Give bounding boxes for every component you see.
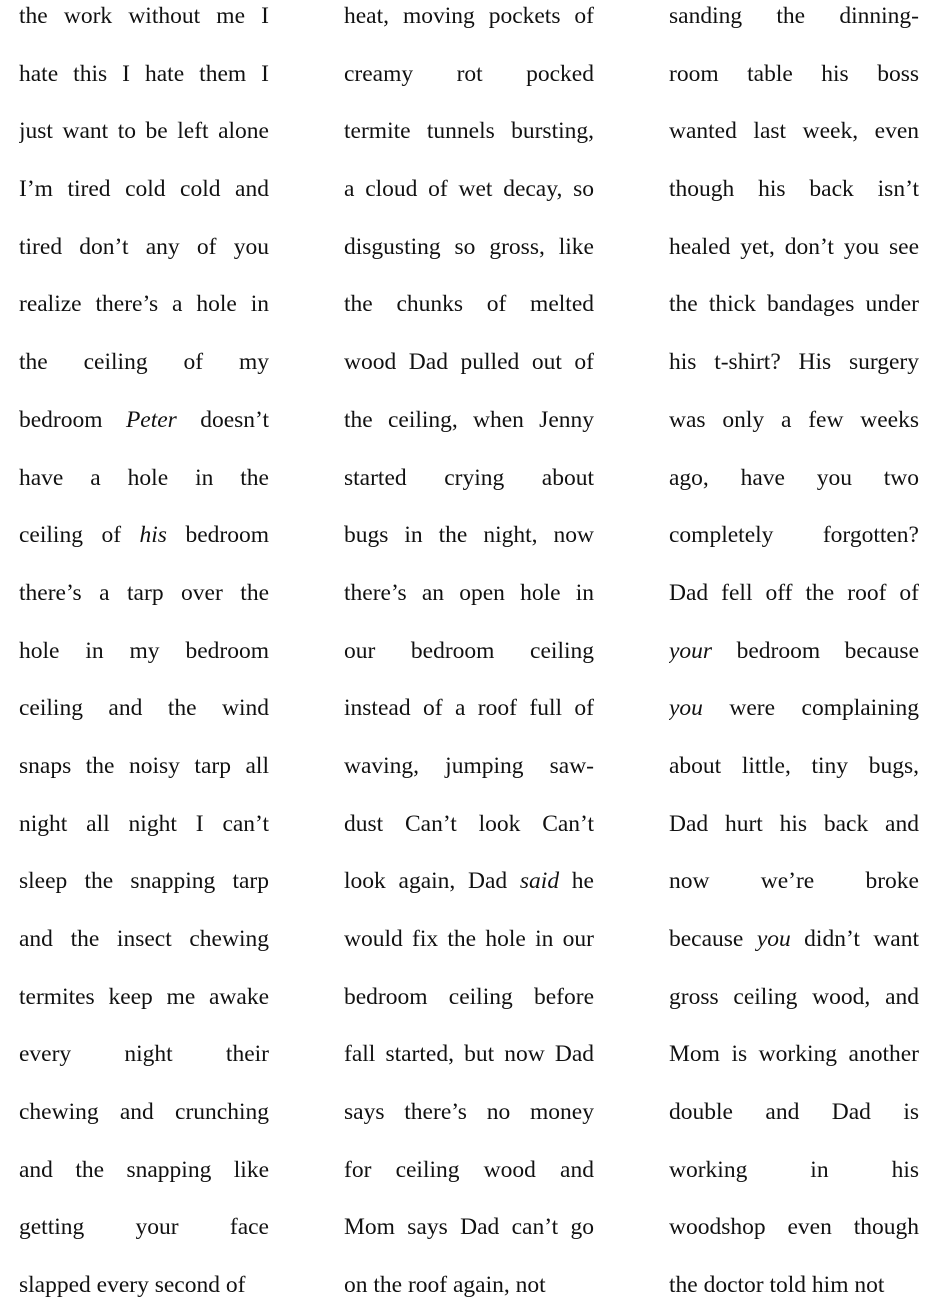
text-segment: would fix the hole in our bbox=[344, 926, 594, 952]
text-segment: bedroom bbox=[166, 522, 269, 549]
text-column-right bbox=[669, 0, 919, 1315]
italic-text-segment: you bbox=[669, 695, 703, 722]
text-line bbox=[344, 0, 594, 46]
text-segment: the work without me I bbox=[19, 3, 269, 29]
italic-text-segment: said bbox=[519, 868, 560, 895]
text-segment: night all night I can’t bbox=[19, 810, 269, 837]
text-line bbox=[344, 161, 594, 219]
text-segment: I’m tired cold cold and bbox=[19, 176, 269, 203]
text-segment: his t-shirt? His surgery bbox=[669, 349, 919, 376]
text-line bbox=[344, 796, 594, 854]
text-segment: getting your face bbox=[19, 1214, 269, 1241]
text-line bbox=[344, 103, 594, 161]
text-line bbox=[19, 1199, 269, 1257]
text-line bbox=[669, 392, 919, 450]
text-line bbox=[344, 565, 594, 623]
text-column-middle bbox=[344, 0, 594, 1315]
text-segment: hole in my bedroom bbox=[19, 637, 269, 664]
text-line bbox=[19, 1142, 269, 1200]
text-segment: bedroom because bbox=[712, 637, 919, 664]
text-segment: about little, tiny bugs, bbox=[669, 752, 919, 779]
text-segment: now we’re broke bbox=[669, 868, 919, 895]
text-segment: disgusting so gross, like bbox=[344, 233, 594, 260]
text-line bbox=[19, 46, 269, 104]
text-segment: dust Can’t look Can’t bbox=[344, 810, 594, 837]
text-line bbox=[344, 334, 594, 392]
text-segment: bedroom ceiling before bbox=[344, 983, 594, 1010]
text-segment: doesn’t bbox=[176, 406, 269, 433]
text-line bbox=[19, 796, 269, 854]
text-line bbox=[669, 450, 919, 508]
text-line bbox=[344, 853, 594, 911]
text-line bbox=[344, 1199, 594, 1257]
text-segment: bugs in the night, now bbox=[344, 522, 594, 549]
text-line bbox=[669, 680, 919, 738]
text-segment: termite tunnels bursting, bbox=[344, 118, 594, 145]
text-segment: bedroom bbox=[19, 406, 126, 433]
text-segment: and the snapping like bbox=[19, 1156, 269, 1183]
text-line bbox=[669, 853, 919, 911]
text-segment: a cloud of wet decay, so bbox=[344, 176, 594, 203]
text-segment: wanted last week, even bbox=[669, 118, 919, 145]
text-line bbox=[344, 276, 594, 334]
text-segment: double and Dad is bbox=[669, 1099, 919, 1126]
text-segment: ceiling of bbox=[19, 522, 140, 549]
text-line bbox=[669, 1026, 919, 1084]
text-line bbox=[19, 161, 269, 219]
text-segment: realize there’s a hole in bbox=[19, 291, 269, 318]
text-line bbox=[669, 507, 919, 565]
text-segment: wood Dad pulled out of bbox=[344, 349, 594, 376]
text-segment: didn’t want bbox=[790, 926, 919, 952]
text-column-left bbox=[19, 0, 269, 1315]
text-segment: waving, jumping saw- bbox=[344, 752, 594, 779]
text-segment: our bedroom ceiling bbox=[344, 637, 594, 664]
text-line bbox=[669, 276, 919, 334]
text-segment: room table his boss bbox=[669, 60, 919, 87]
text-line bbox=[669, 623, 919, 681]
text-segment: and the insect chewing bbox=[19, 926, 269, 952]
text-segment: completely forgotten? bbox=[669, 522, 919, 549]
text-line bbox=[344, 392, 594, 450]
text-line bbox=[19, 276, 269, 334]
text-line bbox=[669, 219, 919, 277]
text-segment: working in his bbox=[669, 1156, 919, 1183]
text-line bbox=[19, 334, 269, 392]
text-line bbox=[19, 1257, 269, 1315]
text-line bbox=[669, 969, 919, 1027]
text-segment: started crying about bbox=[344, 464, 594, 491]
text-segment: ago, have you two bbox=[669, 464, 919, 491]
text-segment: Dad fell off the roof of bbox=[669, 579, 919, 606]
text-line bbox=[669, 334, 919, 392]
text-segment: snaps the noisy tarp all bbox=[19, 752, 269, 779]
text-line bbox=[344, 623, 594, 681]
text-line bbox=[669, 738, 919, 796]
text-line bbox=[669, 796, 919, 854]
text-line bbox=[19, 507, 269, 565]
text-segment: healed yet, don’t you see bbox=[669, 233, 919, 260]
text-segment: hate this I hate them I bbox=[19, 60, 269, 87]
text-line bbox=[19, 680, 269, 738]
text-segment: heat, moving pockets of bbox=[344, 3, 594, 29]
text-line bbox=[344, 1084, 594, 1142]
text-segment: look again, Dad bbox=[344, 868, 520, 895]
text-line bbox=[669, 0, 919, 46]
text-line bbox=[19, 565, 269, 623]
text-segment: sleep the snapping tarp bbox=[19, 868, 269, 895]
text-segment: were complaining bbox=[702, 695, 919, 722]
text-segment: Dad hurt his back and bbox=[669, 810, 919, 837]
text-line bbox=[19, 969, 269, 1027]
text-segment: the chunks of melted bbox=[344, 291, 594, 318]
text-line bbox=[344, 680, 594, 738]
text-line bbox=[669, 911, 919, 969]
text-segment: slapped every second of bbox=[19, 1272, 246, 1299]
text-line bbox=[19, 738, 269, 796]
text-line bbox=[669, 1257, 919, 1315]
text-segment: the ceiling of my bbox=[19, 349, 269, 376]
text-segment: tired don’t any of you bbox=[19, 233, 269, 260]
text-line bbox=[344, 911, 594, 969]
text-line bbox=[19, 853, 269, 911]
text-line bbox=[19, 450, 269, 508]
text-line bbox=[669, 103, 919, 161]
text-line bbox=[669, 1084, 919, 1142]
italic-text-segment: you bbox=[756, 926, 791, 952]
text-segment: chewing and crunching bbox=[19, 1099, 269, 1126]
text-line bbox=[669, 46, 919, 104]
text-segment: he bbox=[559, 868, 594, 895]
text-segment: for ceiling wood and bbox=[344, 1156, 594, 1183]
text-segment: because bbox=[669, 926, 757, 952]
text-segment: was only a few weeks bbox=[669, 406, 919, 433]
text-line bbox=[669, 565, 919, 623]
italic-text-segment: Peter bbox=[125, 406, 177, 433]
text-segment: says there’s no money bbox=[344, 1099, 594, 1126]
text-segment: on the roof again, not bbox=[344, 1272, 546, 1299]
italic-text-segment: his bbox=[139, 522, 167, 549]
text-segment: creamy rot pocked bbox=[344, 60, 594, 87]
text-line bbox=[669, 1199, 919, 1257]
text-segment: fall started, but now Dad bbox=[344, 1041, 594, 1068]
text-segment: woodshop even though bbox=[669, 1214, 919, 1241]
text-line bbox=[19, 623, 269, 681]
text-segment: have a hole in the bbox=[19, 464, 269, 491]
text-line bbox=[344, 1026, 594, 1084]
text-line bbox=[19, 219, 269, 277]
text-line bbox=[344, 738, 594, 796]
text-segment: there’s a tarp over the bbox=[19, 579, 269, 606]
text-line bbox=[344, 450, 594, 508]
text-line bbox=[669, 1142, 919, 1200]
text-segment: instead of a roof full of bbox=[344, 695, 594, 722]
italic-text-segment: your bbox=[669, 637, 713, 664]
text-line bbox=[19, 1084, 269, 1142]
text-line bbox=[344, 507, 594, 565]
text-segment: gross ceiling wood, and bbox=[669, 983, 919, 1010]
text-segment: the doctor told him not bbox=[669, 1272, 885, 1299]
text-segment: ceiling and the wind bbox=[19, 695, 269, 722]
text-segment: though his back isn’t bbox=[669, 176, 919, 203]
text-line bbox=[19, 1026, 269, 1084]
text-segment: the thick bandages under bbox=[669, 291, 919, 318]
text-segment: Mom is working another bbox=[669, 1041, 919, 1068]
text-segment: termites keep me awake bbox=[19, 983, 269, 1010]
text-line bbox=[19, 103, 269, 161]
text-line bbox=[344, 1257, 594, 1315]
text-segment: sanding the dinning- bbox=[669, 3, 919, 29]
text-segment: Mom says Dad can’t go bbox=[344, 1214, 594, 1241]
text-line bbox=[19, 392, 269, 450]
text-segment: every night their bbox=[19, 1041, 269, 1068]
text-line bbox=[669, 161, 919, 219]
text-line bbox=[344, 46, 594, 104]
text-line bbox=[344, 219, 594, 277]
text-line bbox=[19, 0, 269, 46]
text-segment: there’s an open hole in bbox=[344, 579, 594, 606]
text-segment: just want to be left alone bbox=[19, 118, 269, 145]
text-segment: the ceiling, when Jenny bbox=[344, 406, 594, 433]
text-line bbox=[344, 1142, 594, 1200]
text-line bbox=[344, 969, 594, 1027]
text-line bbox=[19, 911, 269, 969]
